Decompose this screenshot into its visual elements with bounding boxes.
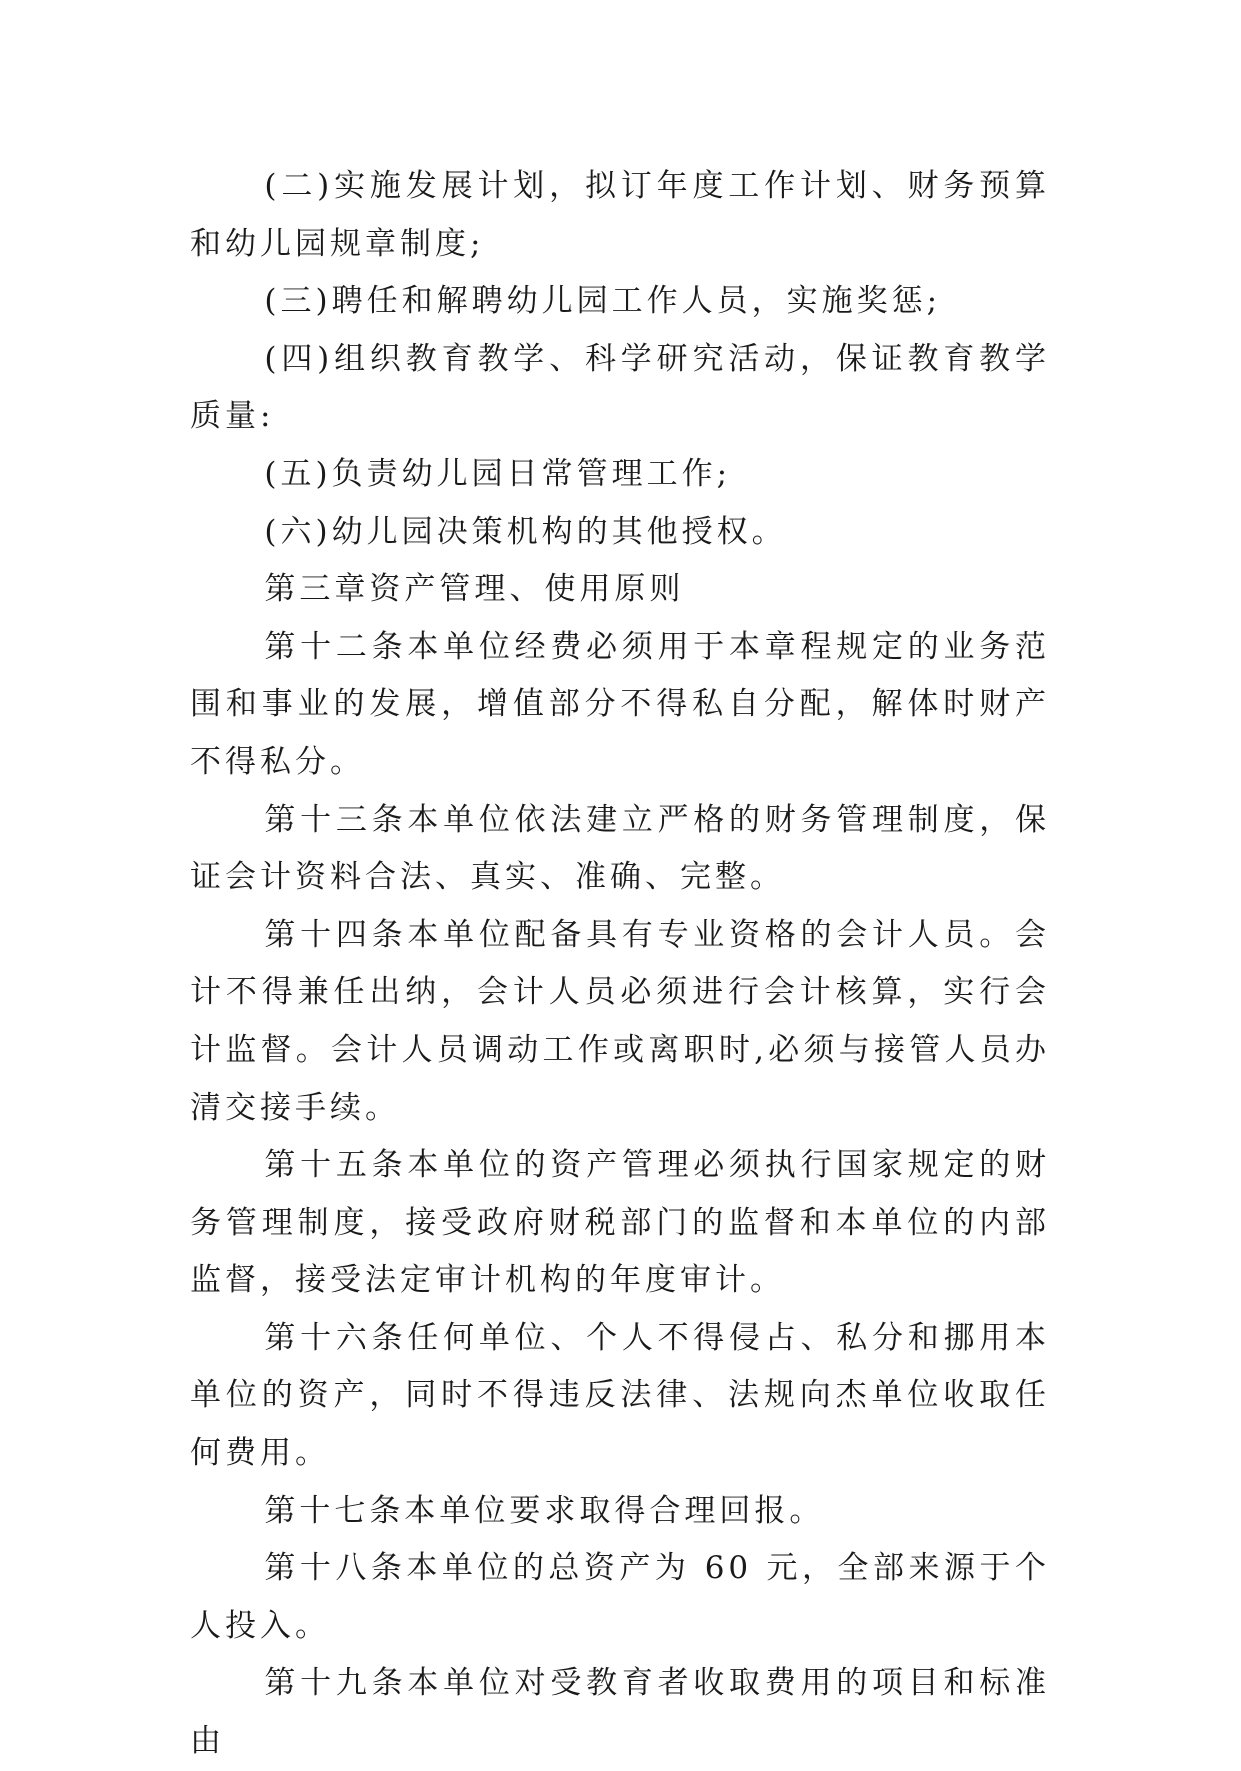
paragraph-item-5: (五)负责幼儿园日常管理工作; <box>264 455 732 492</box>
article-16: 第十六条任何单位、个人不得侵占、私分和挪用本单位的资产，同时不得违反法律、法规向杰单位收取任何费用。 <box>190 1319 1050 1472</box>
article-15: 第十五条本单位的资产管理必须执行国家规定的财务管理制度，接受政府财税部门的监督和本单位的内部监督，接受法定审计机构的年度审计。 <box>190 1147 1050 1299</box>
paragraph-item-3: (三)聘任和解聘幼儿园工作人员，实施奖惩; <box>264 283 942 320</box>
article-18: 第十八条本单位的总资产为 60 元，全部来源于个人投入。 <box>190 1550 1050 1644</box>
paragraph-item-6: (六)幼儿园决策机构的其他授权。 <box>264 513 787 550</box>
article-14: 第十四条本单位配备具有专业资格的会计人员。会计不得兼任出纳，会计人员必须进行会计核算，实行会计监督。会计人员调动工作或离职时,必须与接管人员办清交接手续。 <box>190 916 1050 1126</box>
article-13: 第十三条本单位依法建立严格的财务管理制度，保证会计资料合法、真实、准确、完整。 <box>190 801 1050 896</box>
article-19: 第十九条本单位对受教育者收取费用的项目和标准由 <box>190 1665 1050 1760</box>
article-12: 第十二条本单位经费必须用于本章程规定的业务范围和事业的发展，增值部分不得私自分配，解体时财产不得私分。 <box>190 628 1050 780</box>
paragraph-item-2: (二)实施发展计划，拟订年度工作计划、财务预算和幼儿园规章制度; <box>190 168 1050 262</box>
article-17: 第十七条本单位要求取得合理回报。 <box>264 1492 825 1529</box>
chapter-heading: 第三章资产管理、使用原则 <box>264 571 685 608</box>
document-body <box>190 158 1050 1771</box>
paragraph-item-4: (四)组织教育教学、科学研究活动，保证教育教学质量: <box>190 340 1050 435</box>
